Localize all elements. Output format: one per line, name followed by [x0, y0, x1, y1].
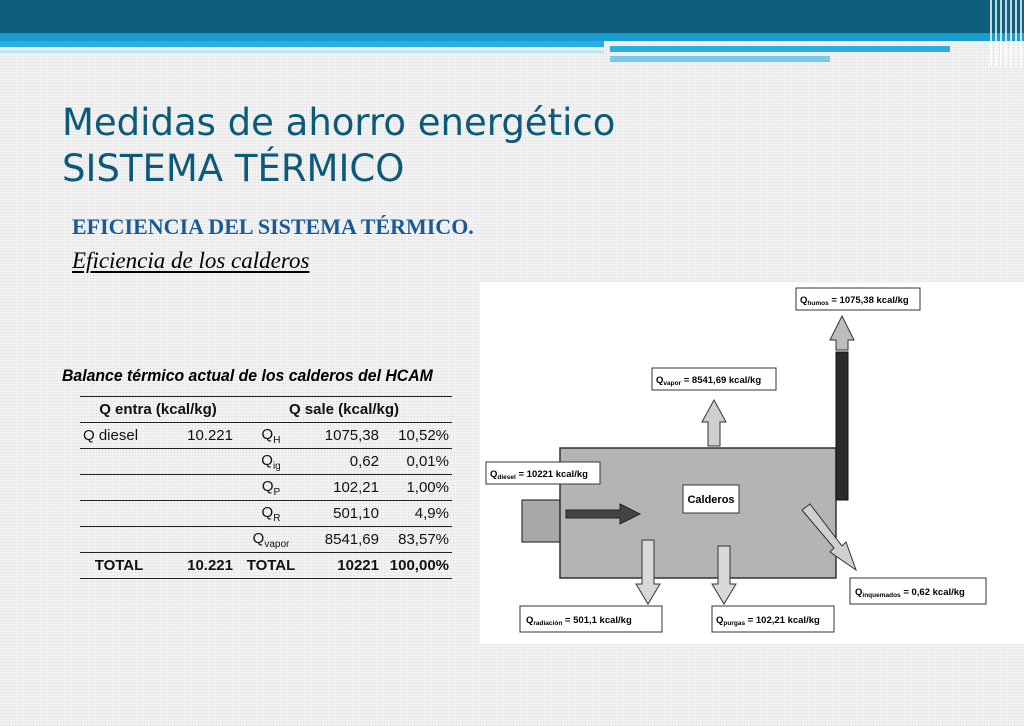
purgas-value: = 102,21 kcal/kg	[745, 615, 820, 626]
total-out-value: 10221	[306, 553, 382, 579]
slide-title-line1: Medidas de ahorro energético	[62, 101, 616, 144]
q-out-value: 102,21	[306, 475, 382, 501]
header-bar	[0, 0, 1024, 33]
header-stripe	[0, 50, 604, 53]
vapor-sub: vapor	[663, 380, 682, 387]
section-heading: EFICIENCIA DEL SISTEMA TÉRMICO.	[72, 214, 474, 239]
table-total-row	[80, 553, 452, 579]
inquemados-value: = 0,62 kcal/kg	[900, 587, 965, 598]
header-q-in: Q entra (kcal/kg)	[80, 397, 236, 423]
q-out-percentage: 1,00%	[382, 475, 452, 501]
q-out-symbol	[236, 475, 306, 501]
balance-table	[80, 396, 452, 579]
radiacion-sub: radiación	[533, 620, 563, 627]
q-out-symbol	[236, 501, 306, 527]
slide-title-line2: SISTEMA TÉRMICO	[62, 147, 405, 190]
inquemados-q: Q	[855, 587, 863, 598]
q-symbol: Q	[252, 529, 265, 547]
subsection-heading: Eficiencia de los calderos	[72, 248, 310, 273]
q-in-value	[158, 449, 236, 475]
humos-sub: humos	[807, 300, 829, 307]
radiacion-value: = 501,1 kcal/kg	[562, 615, 632, 626]
inlet-pipe	[522, 500, 560, 542]
radiacion-q: Q	[526, 615, 534, 626]
total-percentage: 100,00%	[382, 553, 452, 579]
q-out-percentage: 83,57%	[382, 527, 452, 553]
chimney	[836, 352, 848, 500]
vapor-q: Q	[656, 375, 664, 386]
header-band	[0, 33, 1024, 41]
diagram-svg	[480, 282, 1024, 644]
table-row	[80, 449, 452, 475]
q-symbol: Q	[261, 451, 273, 469]
q-in-value	[158, 475, 236, 501]
q-out-symbol	[236, 449, 306, 475]
q-subscript: H	[273, 434, 281, 446]
table-row	[80, 527, 452, 553]
table-header-row	[80, 397, 452, 423]
q-out-value: 8541,69	[306, 527, 382, 553]
humos-arrow	[830, 316, 854, 350]
diesel-value: = 10221 kcal/kg	[515, 469, 588, 480]
q-out-symbol	[236, 527, 306, 553]
q-in-label	[80, 449, 158, 475]
humos-value: = 1075,38 kcal/kg	[828, 295, 909, 306]
q-symbol: Q	[261, 477, 274, 495]
table-row	[80, 423, 452, 449]
header-stripe	[610, 46, 950, 52]
q-in-label	[80, 527, 158, 553]
header-q-out: Q sale (kcal/kg)	[236, 397, 452, 423]
q-out-percentage: 4,9%	[382, 501, 452, 527]
q-in-value: 10.221	[158, 423, 236, 449]
q-out-percentage: 10,52%	[382, 423, 452, 449]
table-row	[80, 501, 452, 527]
total-in-value: 10.221	[158, 553, 236, 579]
q-out-value: 0,62	[306, 449, 382, 475]
diesel-q: Q	[490, 469, 498, 480]
q-out-percentage: 0,01%	[382, 449, 452, 475]
q-in-label	[80, 501, 158, 527]
q-in-label: Q diesel	[80, 423, 158, 449]
inquemados-sub: inquemados	[862, 592, 901, 599]
q-in-label	[80, 475, 158, 501]
table-row	[80, 475, 452, 501]
header-dot-pattern	[990, 0, 1024, 66]
purgas-sub: purgas	[723, 620, 746, 627]
q-subscript: vapor	[264, 538, 290, 550]
slide-title	[62, 100, 615, 192]
q-subscript: ig	[272, 460, 281, 472]
table-caption: Balance térmico actual de los calderos del HCAM	[62, 366, 433, 385]
q-in-value	[158, 527, 236, 553]
q-symbol: Q	[261, 425, 274, 443]
boiler-balance-diagram	[480, 282, 1024, 644]
diesel-sub: diesel	[497, 474, 516, 481]
q-subscript: R	[273, 512, 281, 524]
total-in-label: TOTAL	[80, 553, 158, 579]
vapor-arrow	[702, 400, 726, 446]
q-out-symbol	[236, 423, 306, 449]
humos-q: Q	[800, 295, 808, 306]
header-stripe	[610, 56, 830, 62]
header-stripe	[0, 41, 604, 47]
q-in-value	[158, 501, 236, 527]
vapor-value: = 8541,69 kcal/kg	[681, 375, 762, 386]
purgas-q: Q	[716, 615, 724, 626]
total-out-label: TOTAL	[236, 553, 306, 579]
q-symbol: Q	[261, 503, 274, 521]
calderos-label: Calderos	[687, 494, 735, 506]
q-subscript: P	[273, 486, 281, 498]
q-out-value: 1075,38	[306, 423, 382, 449]
q-out-value: 501,10	[306, 501, 382, 527]
